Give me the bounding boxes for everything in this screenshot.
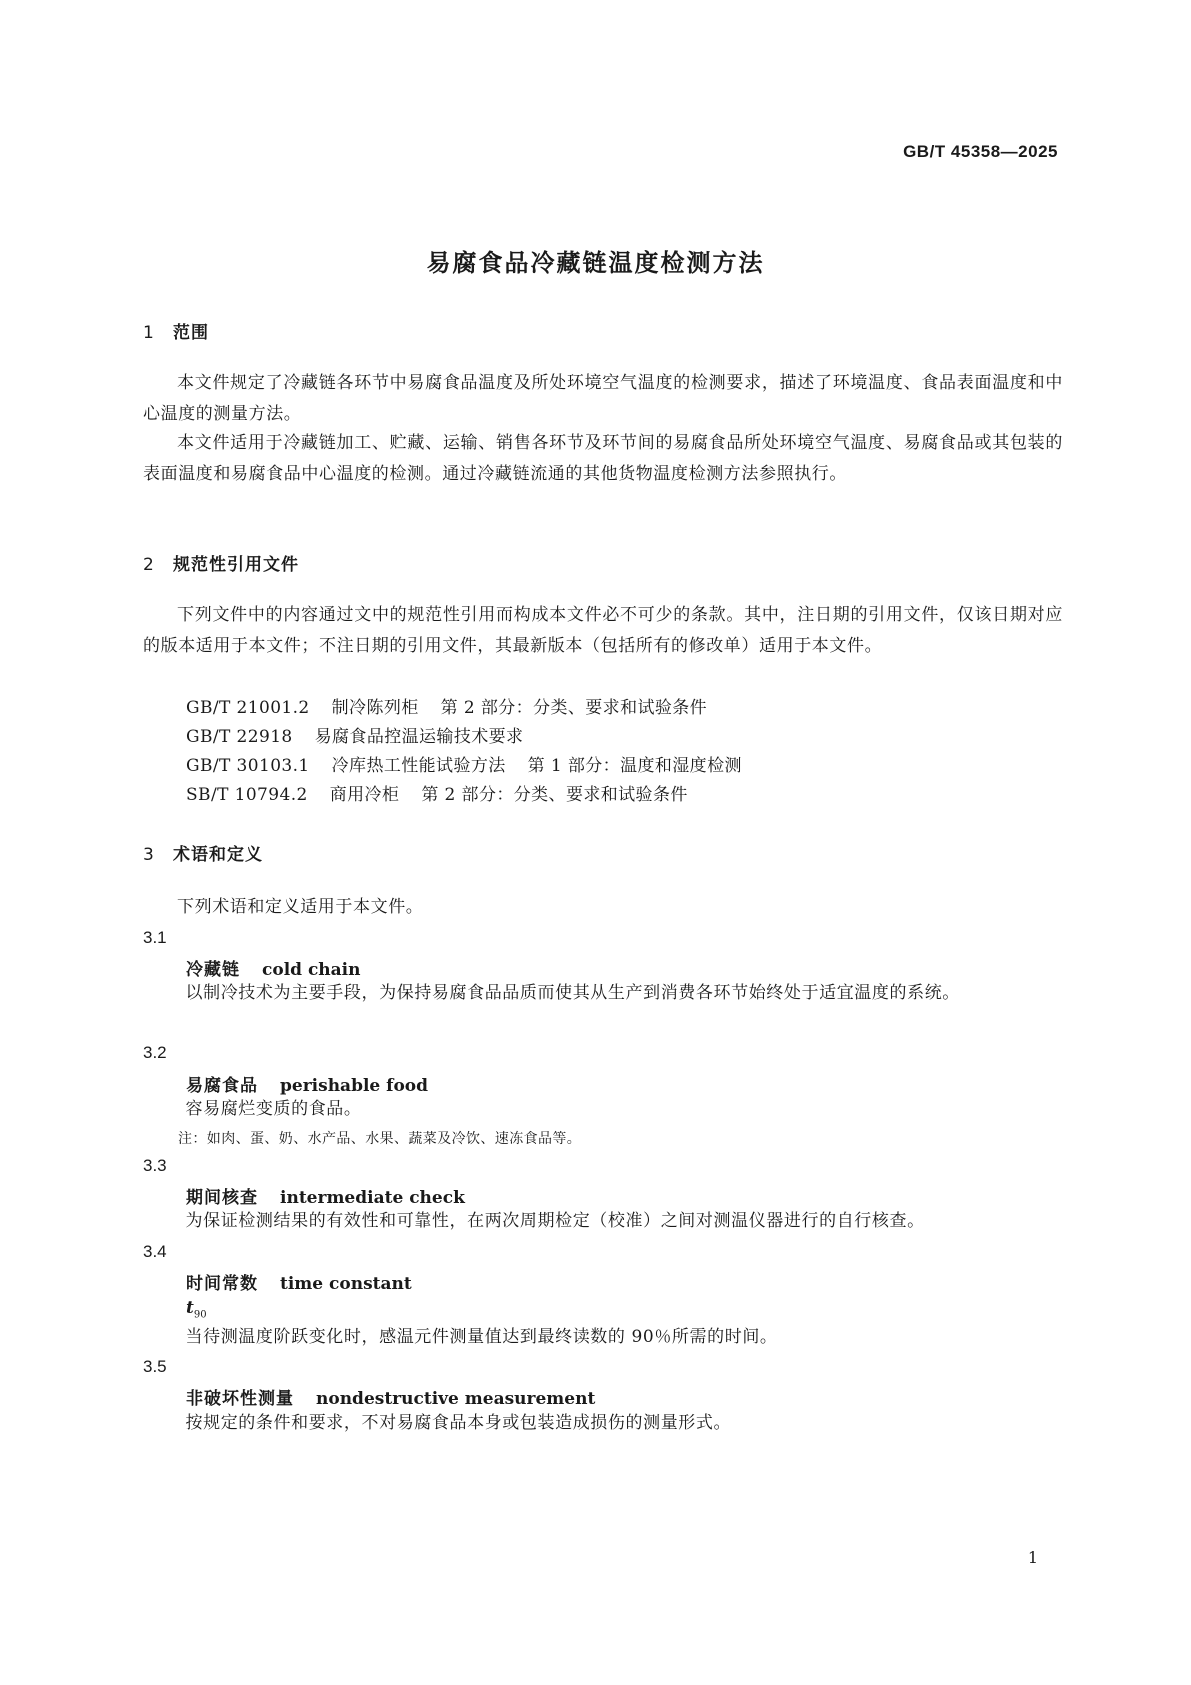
term-zh: 期间核查 [186,1188,258,1208]
terms-intro: 下列术语和定义适用于本文件。 [177,897,424,917]
document-title: 易腐食品冷藏链温度检测方法 [426,249,765,277]
reference-code: GB/T 22918 [186,727,293,747]
term-zh: 易腐食品 [186,1076,258,1096]
term-title [186,955,361,980]
term-number: 3.1 [143,928,167,947]
reference-title: 冷库热工性能试验方法 [331,756,506,776]
reference-code: SB/T 10794.2 [186,785,308,805]
reference-code: GB/T 30103.1 [186,756,310,776]
reference-title: 商用冷柜 [329,785,400,805]
section-number: 1 [143,323,155,343]
section-title: 规范性引用文件 [173,555,299,575]
reference-part: 第 2 部分：分类、要求和试验条件 [421,785,688,805]
reference-part: 第 2 部分：分类、要求和试验条件 [440,698,708,718]
term-symbol [186,1298,207,1320]
term-en: perishable food [280,1076,429,1096]
section-number: 3 [143,845,155,865]
page-number: 1 [1027,1548,1038,1567]
term-en: cold chain [262,960,361,980]
section-title: 术语和定义 [173,845,263,865]
term-number: 3.3 [143,1156,167,1175]
reference-item [186,693,707,718]
scope-paragraph-1: 本文件规定了冷藏链各环节中易腐食品温度及所处环境空气温度的检测要求，描述了环境温度、食品表面温度和中心温度的测量方法。 [143,373,1063,424]
reference-item [186,722,523,747]
term-zh: 冷藏链 [186,960,240,980]
term-definition: 为保证检测结果的有效性和可靠性，在两次周期检定（校准）之间对测温仪器进行的自行核查。 [185,1211,925,1231]
standard-code: GB/T 45358—2025 [903,142,1058,161]
term-definition: 容易腐烂变质的食品。 [185,1099,362,1119]
symbol-subscript: 90 [193,1309,207,1321]
term-en: intermediate check [280,1188,465,1208]
term-note: 注：如肉、蛋、奶、水产品、水果、蔬菜及冷饮、速冻食品等。 [178,1131,582,1147]
section-1-heading [143,318,209,343]
reference-item [186,751,742,776]
term-number: 3.5 [143,1357,167,1376]
section-2-heading [143,550,299,575]
term-number: 3.2 [143,1043,167,1062]
scope-paragraph-2: 本文件适用于冷藏链加工、贮藏、运输、销售各环节及环节间的易腐食品所处环境空气温度、易腐食品或其包装的表面温度和易腐食品中心温度的检测。通过冷藏链流通的其他货物温度检测方法参照执行。 [143,433,1063,484]
references-intro: 下列文件中的内容通过文中的规范性引用而构成本文件必不可少的条款。其中，注日期的引用文件，仅该日期对应的版本适用于本文件；不注日期的引用文件，其最新版本（包括所有的修改单）适用于本文件。 [143,605,1063,656]
term-zh: 非破坏性测量 [186,1389,294,1409]
term-en: nondestructive measurement [316,1389,596,1409]
term-title [186,1384,595,1409]
section-title: 范围 [173,323,209,343]
section-3-heading [143,840,263,865]
section-number: 2 [143,555,155,575]
term-number: 3.4 [143,1242,167,1261]
term-definition: 当待测温度阶跃变化时，感温元件测量值达到最终读数的 90％所需的时间。 [185,1327,778,1347]
term-title [186,1183,465,1208]
reference-code: GB/T 21001.2 [186,698,310,718]
reference-title: 制冷陈列柜 [331,698,419,718]
symbol-base: t [186,1298,194,1318]
term-title [186,1269,412,1294]
term-title [186,1071,428,1096]
term-en: time constant [280,1274,412,1294]
reference-item [186,780,688,805]
term-zh: 时间常数 [186,1274,258,1294]
term-definition: 按规定的条件和要求，不对易腐食品本身或包装造成损伤的测量形式。 [185,1413,732,1433]
reference-part: 第 1 部分：温度和湿度检测 [527,756,742,776]
reference-title: 易腐食品控温运输技术要求 [314,727,524,747]
term-definition: 以制冷技术为主要手段，为保持易腐食品品质而使其从生产到消费各环节始终处于适宜温度的系统。 [185,983,960,1003]
